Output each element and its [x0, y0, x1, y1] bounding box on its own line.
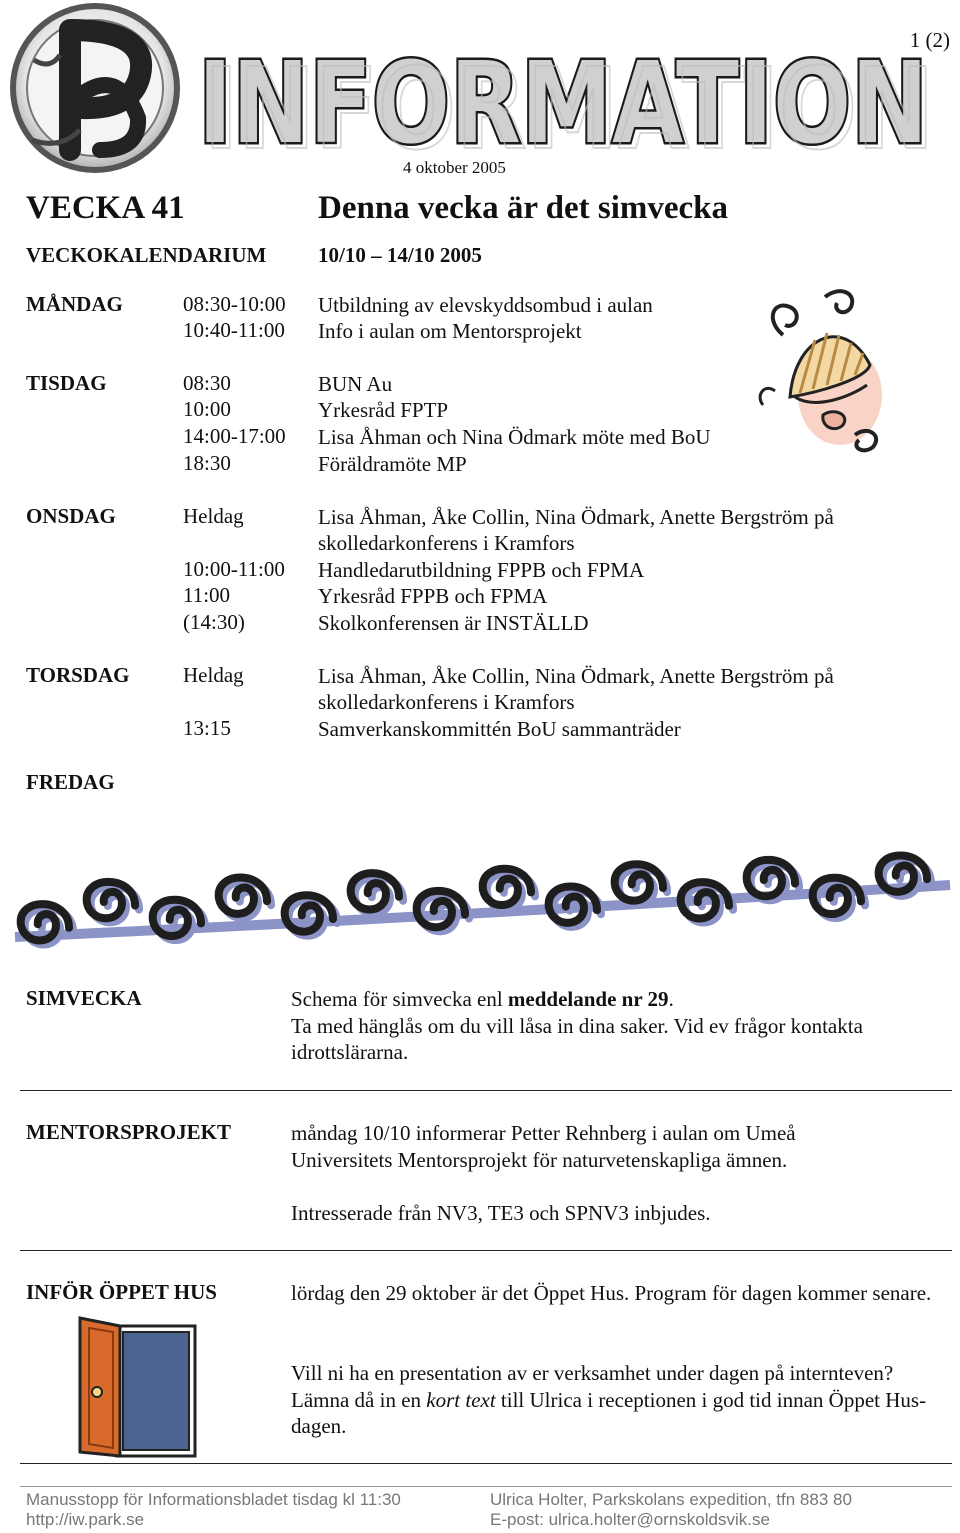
- page-number: 1 (2): [909, 28, 950, 52]
- day-thursday: TORSDAG: [26, 663, 130, 687]
- footer-right: [490, 1490, 852, 1530]
- event-time: 13:15: [183, 716, 231, 740]
- simvecka-line2: Ta med hänglås om du vill låsa in dina saker. Vid ev frågor kontakta idrottslärarna.: [291, 1013, 863, 1064]
- event-text: Lisa Åhman och Nina Ödmark möte med BoU: [318, 425, 711, 449]
- event-time: 10:00: [183, 397, 231, 421]
- oppet-hus-para2-text: Vill ni ha en presentation av er verksamhet under dagen på internteven? Lämna då in en: [291, 1361, 894, 1412]
- divider: [20, 1250, 952, 1251]
- event-text: Samverkanskommittén BoU sammanträder: [318, 717, 681, 741]
- event-time: Heldag: [183, 504, 244, 528]
- event-text: BUN Au: [318, 372, 393, 396]
- oppet-hus-label: INFÖR ÖPPET HUS: [26, 1280, 217, 1304]
- event-text-continued: skolledarkonferens i Kramfors: [318, 531, 575, 555]
- day-tuesday: TISDAG: [26, 371, 107, 395]
- event-time: 18:30: [183, 451, 231, 475]
- issue-date: 4 oktober 2005: [403, 158, 506, 177]
- event-text-continued: skolledarkonferens i Kramfors: [318, 690, 575, 714]
- footer-email: E-post: ulrica.holter@ornskoldsvik.se: [490, 1510, 770, 1529]
- day-friday: FREDAG: [26, 770, 115, 794]
- event-time: 11:00: [183, 583, 231, 607]
- simvecka-label: SIMVECKA: [26, 986, 142, 1010]
- event-time: 08:30: [183, 371, 231, 395]
- event-text: Handledarutbildning FPPB och FPMA: [318, 558, 645, 582]
- calendar-range: 10/10 – 14/10 2005: [318, 243, 482, 267]
- event-text: Skolkonferensen är INSTÄLLD: [318, 611, 589, 635]
- event-time: 08:30-10:00: [183, 292, 286, 316]
- divider: [20, 1090, 952, 1091]
- event-text: Yrkesråd FPTP: [318, 398, 449, 422]
- footer-divider: [20, 1486, 952, 1487]
- event-time: 14:00-17:00: [183, 424, 286, 448]
- wave-border-icon: [10, 845, 955, 955]
- event-text: Info i aulan om Mentorsprojekt: [318, 319, 582, 343]
- event-text: Lisa Åhman, Åke Collin, Nina Ödmark, Anette Bergström på: [318, 505, 834, 529]
- svg-text:INFORMATION: INFORMATION: [198, 48, 928, 158]
- footer-url: http://iw.park.se: [26, 1510, 145, 1529]
- seashell-clipart-icon: [755, 285, 885, 460]
- mentorsprojekt-para2: Intresserade från NV3, TE3 och SPNV3 inbjudes.: [291, 1201, 711, 1225]
- footer-left: [26, 1490, 401, 1530]
- simvecka-line1-text: Schema för simvecka enl: [291, 987, 508, 1011]
- calendar-label: VECKOKALENDARIUM: [26, 243, 267, 267]
- week-label: VECKA 41: [26, 190, 185, 226]
- week-subtitle: Denna vecka är det simvecka: [318, 190, 729, 226]
- oppet-hus-para1: lördag den 29 oktober är det Öppet Hus. Program för dagen kommer senare.: [291, 1281, 932, 1305]
- simvecka-reference: meddelande nr 29: [507, 987, 669, 1011]
- event-time: 10:00-11:00: [183, 557, 285, 581]
- event-time: Heldag: [183, 663, 244, 687]
- oppet-hus-para2-end: till Ulrica i receptionen i god tid innan Öppet Hus-dagen.: [291, 1387, 927, 1438]
- day-wednesday: ONSDAG: [26, 504, 116, 528]
- mentorsprojekt-label: MENTORSPROJEKT: [26, 1120, 231, 1144]
- divider: [20, 1463, 952, 1464]
- oppet-hus-emphasis: kort text: [426, 1387, 496, 1412]
- day-monday: MÅNDAG: [26, 292, 123, 316]
- svg-text:INFORMATION: INFORMATION: [204, 48, 934, 158]
- event-text: Utbildning av elevskyddsombud i aulan: [318, 293, 653, 317]
- event-text: Yrkesråd FPPB och FPMA: [318, 584, 548, 608]
- event-time: 10:40-11:00: [183, 318, 285, 342]
- event-text: Lisa Åhman, Åke Collin, Nina Ödmark, Anette Bergström på: [318, 664, 834, 688]
- mentorsprojekt-para1: måndag 10/10 informerar Petter Rehnberg i aulan om Umeå Universitets Mentorsprojekt för naturvetenskapliga ämnen.: [291, 1121, 796, 1172]
- simvecka-text: [291, 986, 941, 1066]
- event-text: Föräldramöte MP: [318, 452, 467, 476]
- open-door-clipart-icon: [75, 1312, 205, 1462]
- event-time: (14:30): [183, 610, 245, 634]
- simvecka-line1: [291, 986, 941, 1013]
- simvecka-line1-end: .: [668, 987, 674, 1011]
- footer-deadline: Manusstopp för Informationsbladet tisdag kl 11:30: [26, 1490, 401, 1509]
- information-wordart: [190, 48, 940, 158]
- logo-title: [190, 48, 940, 158]
- oppet-hus-para2: [291, 1360, 946, 1440]
- footer-contact: Ulrica Holter, Parkskolans expedition, tfn 883 80: [490, 1490, 852, 1509]
